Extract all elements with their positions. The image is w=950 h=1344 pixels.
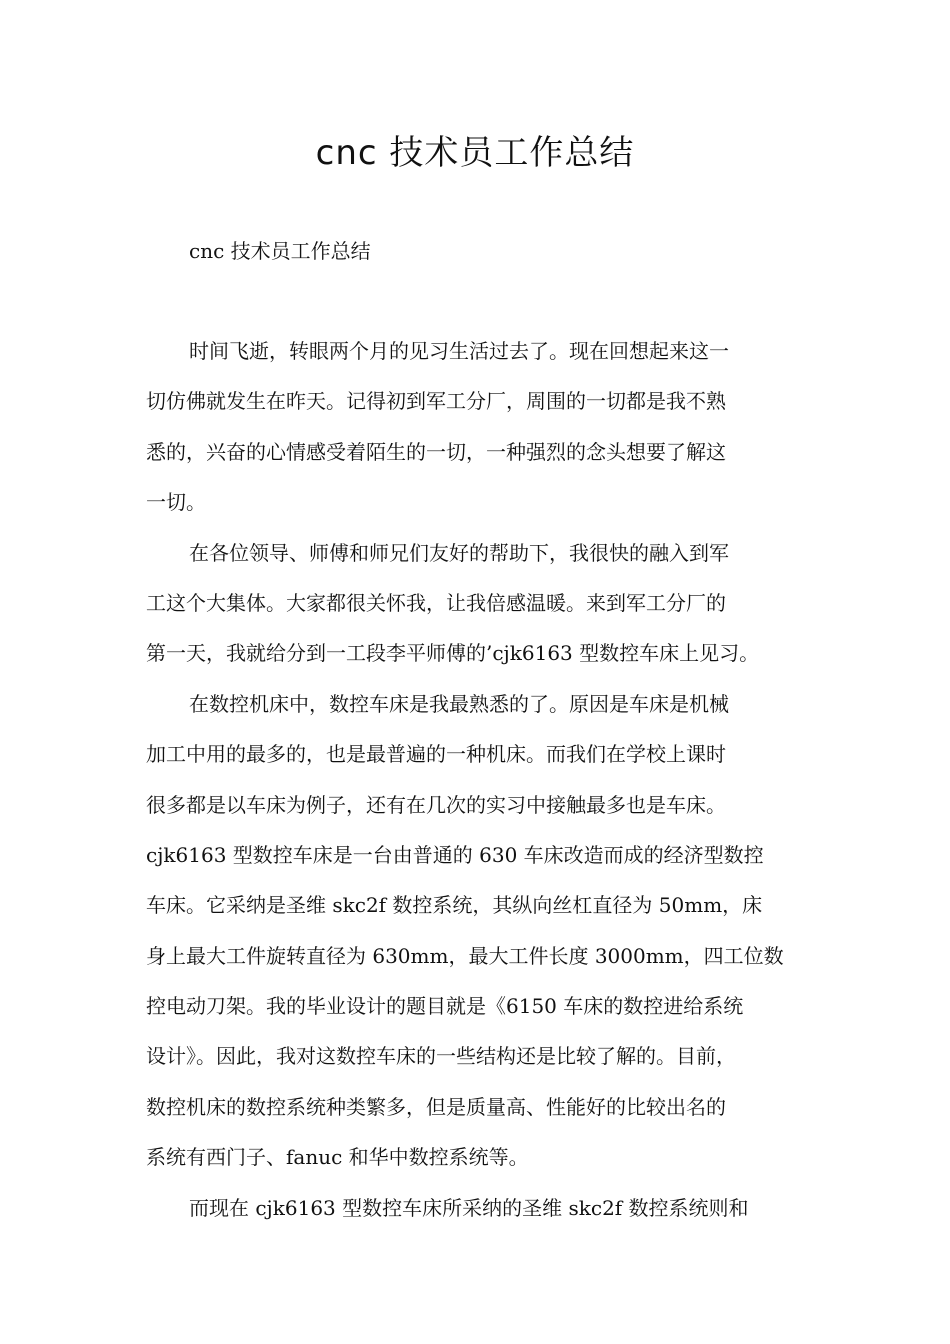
paragraph-line: cjk6163 型数控车床是一台由普通的 630 车床改造而成的经济型数控: [146, 842, 764, 867]
paragraph-line: 在数控机床中，数控车床是我最熟悉的了。原因是车床是机械: [189, 691, 729, 716]
paragraph: [146, 684, 826, 1188]
paragraph-line: 控电动刀架。我的毕业设计的题目就是《6150 车床的数控进给系统: [146, 994, 744, 1019]
paragraph: [146, 331, 826, 533]
paragraph-line: 时间飞逝，转眼两个月的见习生活过去了。现在回想起来这一: [189, 339, 729, 363]
paragraph-line: 加工中用的最多的，也是最普遍的一种机床。而我们在学校上课时: [146, 742, 726, 767]
paragraph-line: 设计》。因此，我对这数控车床的一些结构还是比较了解的。目前，: [146, 1044, 736, 1069]
paragraph-line: 很多都是以车床为例子，还有在几次的实习中接触最多也是车床。: [146, 792, 726, 817]
paragraph: [146, 533, 826, 684]
paragraph-line: 车床。它采纳是圣维 skc2f 数控系统，其纵向丝杠直径为 50mm，床: [146, 893, 763, 918]
document-body: [146, 331, 826, 1238]
paragraph-line: 一切。: [146, 490, 206, 515]
paragraph: [146, 1188, 826, 1238]
paragraph-line: 第一天，我就给分到一工段李平师傅的’cjk6163 型数控车床上见习。: [146, 641, 760, 666]
document-subtitle: cnc 技术员工作总结: [189, 239, 371, 263]
paragraph-line: 而现在 cjk6163 型数控车床所采纳的圣维 skc2f 数控系统则和: [189, 1195, 749, 1220]
paragraph-line: 工这个大集体。大家都很关怀我，让我倍感温暖。来到军工分厂的: [146, 590, 726, 615]
paragraph-line: 系统有西门子、fanuc 和华中数控系统等。: [146, 1145, 529, 1170]
paragraph-line: 悉的，兴奋的心情感受着陌生的一切，一种强烈的念头想要了解这: [146, 439, 726, 464]
paragraph-line: 切仿佛就发生在昨天。记得初到军工分厂，周围的一切都是我不熟: [146, 389, 726, 414]
paragraph-line: 身上最大工件旋转直径为 630mm，最大工件长度 3000mm，四工位数: [146, 943, 784, 968]
paragraph-line: 数控机床的数控系统种类繁多，但是质量高、性能好的比较出名的: [146, 1094, 726, 1119]
document-title: cnc 技术员工作总结: [315, 133, 635, 173]
paragraph-line: 在各位领导、师傅和师兄们友好的帮助下，我很快的融入到军: [189, 540, 729, 565]
